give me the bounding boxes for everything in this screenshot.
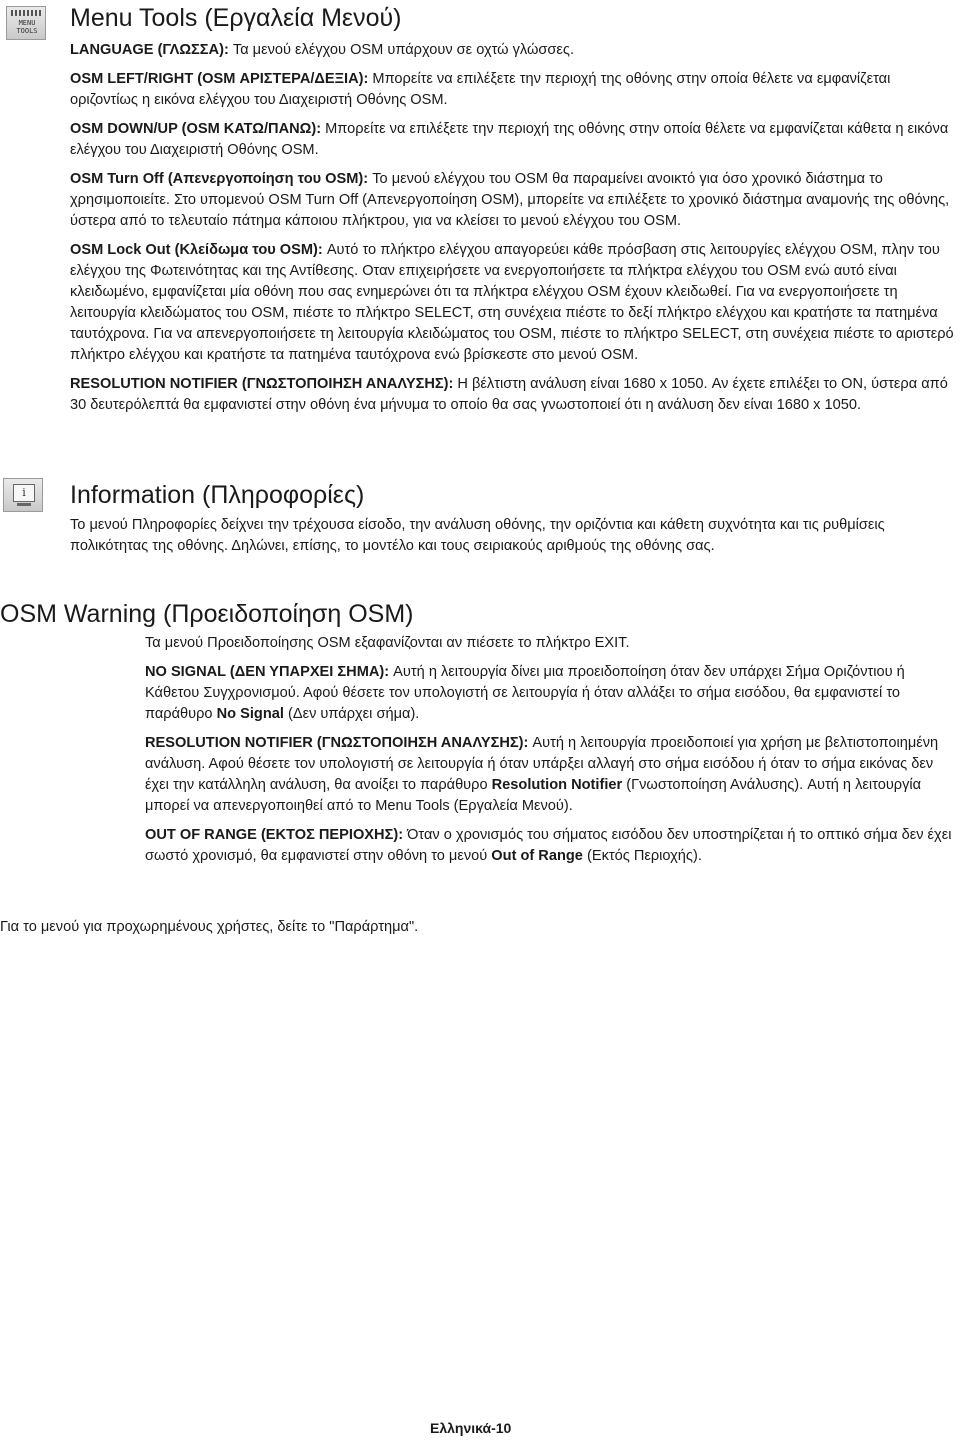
- out-of-range-text-2: (Εκτός Περιοχής).: [582, 848, 702, 864]
- osm-turn-off-item: [70, 169, 955, 232]
- osm-lock-out-term: OSM Lock Out (Κλείδωμα του OSM):: [70, 242, 323, 258]
- information-body: Το μενού Πληροφορίες δείχνει την τρέχουσα είσοδο, την ανάλυση οθόνης, την οριζόντια και κάθετη συχνότητα και τις ρυθμίσεις πολικότητας της οθόνης. Δηλώνει, επίσης, το μοντέλο και τους σειριακούς αριθμούς της οθόνης σας.: [70, 517, 885, 554]
- menu-tools-icon-label: MENU TOOLS: [16, 19, 38, 35]
- warning-resolution-notifier-item: [145, 733, 958, 817]
- osm-down-up-item: [70, 119, 955, 161]
- no-signal-text-1: Αυτή η λειτουργία δίνει μια προειδοποίηση όταν δεν υπάρχει Σήμα Οριζόντιου ή Κάθετου Συγχρονισμού. Αφού θέσετε τον υπολογιστή σε λειτουργία ή όταν αλλάξει το σήμα εισόδου, θα εμφανιστεί το παράθυρο: [145, 664, 905, 722]
- information-icon: [3, 478, 43, 512]
- out-of-range-item: [145, 825, 958, 867]
- osm-lock-out-item: [70, 240, 955, 366]
- warning-resolution-notifier-bold: Resolution Notifier: [491, 777, 623, 793]
- language-text: Τα μενού ελέγχου OSM υπάρχουν σε οχτώ γλώσσες.: [228, 42, 575, 58]
- osm-left-right-term: OSM LEFT/RIGHT (OSM ΑΡΙΣΤΕΡΑ/ΔΕΞΙΑ):: [70, 71, 369, 87]
- info-i-icon: i: [13, 484, 35, 502]
- no-signal-bold: No Signal: [216, 706, 284, 722]
- monitor-stand-decoration: [17, 503, 31, 506]
- osm-left-right-item: [70, 69, 955, 111]
- menu-dots-decoration: [11, 10, 41, 16]
- language-item: [70, 40, 955, 61]
- information-title: Information (Πληροφορίες): [70, 481, 365, 509]
- information-section: [70, 515, 955, 557]
- no-signal-term: NO SIGNAL (ΔΕΝ ΥΠΑΡΧΕΙ ΣΗΜΑ):: [145, 664, 390, 680]
- menu-tools-section: [70, 40, 955, 416]
- osm-turn-off-term: OSM Turn Off (Απενεργοποίηση του OSM):: [70, 171, 369, 187]
- osm-lock-out-text: Αυτό το πλήκτρο ελέγχου απαγορεύει κάθε πρόσβαση στις λειτουργίες ελέγχου OSM, πλην του ελέγχου της Φωτεινότητας και της Αντίθεσης. Οταν επιχειρήσετε να ενεργοποιήσετε τα πλήκτρα ελέγχου του OSM ενώ αυτό είναι κλειδωμένο, εμφανίζεται μία οθόνη που σας ενημερώνει ότι τα πλήκτρα ελέγχου OSM έχουν κλειδωθεί. Για να ενεργοποιήσετε τη λειτουργία κλειδώματος του OSM, πιέστε το πλήκτρο SELECT, στη συνέχεια πιέστε το δεξί πλήκτρο ελέγχου και κρατήστε τα πατημένα ταυτόχρονα. Για να απενεργοποιήσετε τη λειτουργία κλειδώματος του OSM, πιέστε το πλήκτρο SELECT, στη συνέχεια πιέστε το αριστερό πλήκτρο ελέγχου και κρατήστε τα πατημένα ταυτόχρονα ενώ βρίσκεστε στο μενού OSM.: [70, 242, 954, 363]
- out-of-range-text-1: Όταν ο χρονισμός του σήματος εισόδου δεν υποστηρίζεται ή το οπτικό σήμα δεν έχει σωστό χρονισμό, θα εμφανιστεί στην οθόνη το μενού: [145, 827, 952, 864]
- warning-resolution-notifier-text-2: (Γνωστοποίηση Ανάλυσης). Αυτή η λειτουργία μπορεί να απενεργοποιηθεί από το Menu Tools (Εργαλεία Μενού).: [145, 777, 922, 814]
- resolution-notifier-item: [70, 374, 955, 416]
- osm-warning-title: OSM Warning (Προειδοποίηση OSM): [0, 600, 414, 628]
- osm-down-up-text: Μπορείτε να επιλέξετε την περιοχή της οθόνης στην οποία θέλετε να εμφανίζεται κάθετα η εικόνα ελέγχου του Διαχειριστή Οθόνης OSM.: [70, 121, 949, 158]
- out-of-range-bold: Out of Range: [491, 848, 583, 864]
- language-term: LANGUAGE (ΓΛΩΣΣΑ):: [70, 42, 229, 58]
- menu-tools-icon: [6, 6, 46, 40]
- osm-left-right-text: Μπορείτε να επιλέξετε την περιοχή της οθόνης στην οποία θέλετε να εμφανίζεται οριζοντίως η εικόνα ελέγχου του Διαχειριστή Οθόνης OSM.: [70, 71, 891, 108]
- warning-resolution-notifier-text-1: Αυτή η λειτουργία προειδοποιεί για χρήση με βελτιστοποιημένη ανάλυση. Αφού θέσετε τον υπολογιστή σε λειτουργία ή όταν υπάρξει αλλαγή στο σήμα εισόδου ή όταν το σήμα εικόνας δεν έχει την κατάλληλη ανάλυση, θα ανοίξει το παράθυρο: [145, 735, 939, 793]
- osm-down-up-term: OSM DOWN/UP (OSM ΚΑΤΩ/ΠΑΝΩ):: [70, 121, 322, 137]
- page-number: Ελληνικά-10: [430, 1420, 512, 1436]
- closing-note: Για το μενού για προχωρημένους χρήστες, δείτε το "Παράρτημα".: [0, 919, 419, 935]
- resolution-notifier-text: Η βέλτιστη ανάλυση είναι 1680 x 1050. Αν έχετε επιλέξει το ON, ύστερα από 30 δευτερόλεπτά θα εμφανιστεί στην οθόνη ένα μήνυμα το οποίο θα σας γνωστοποιεί ότι η ανάλυση δεν είναι 1680 x 1050.: [70, 376, 948, 413]
- osm-warning-section: [145, 633, 958, 867]
- osm-turn-off-text: Το μενού ελέγχου του OSM θα παραμείνει ανοικτό για όσο χρονικό διάστημα το χρησιμοποιείτε. Στο υπομενού OSM Turn Off (Απενεργοποίηση OSM), μπορείτε να επιλέξετε το χρονικό διάστημα αναμονής της οθόνης, ύστερα από το τελευταίο πάτημα κάποιου πλήκτρου, για να κλείσει το μενού ελέγχου του OSM.: [70, 171, 950, 229]
- osm-warning-intro: Τα μενού Προειδοποίησης OSM εξαφανίζονται αν πιέσετε το πλήκτρο EXIT.: [145, 635, 630, 651]
- no-signal-text-2: (Δεν υπάρχει σήμα).: [283, 706, 420, 722]
- resolution-notifier-term: RESOLUTION NOTIFIER (ΓΝΩΣΤΟΠΟΙΗΣΗ ΑΝΑΛΥΣΗΣ):: [70, 376, 454, 392]
- menu-tools-title: Menu Tools (Εργαλεία Μενού): [70, 4, 402, 32]
- out-of-range-term: OUT OF RANGE (ΕΚΤΟΣ ΠΕΡΙΟΧΗΣ):: [145, 827, 404, 843]
- warning-resolution-notifier-term: RESOLUTION NOTIFIER (ΓΝΩΣΤΟΠΟΙΗΣΗ ΑΝΑΛΥΣΗΣ):: [145, 735, 529, 751]
- no-signal-item: [145, 662, 958, 725]
